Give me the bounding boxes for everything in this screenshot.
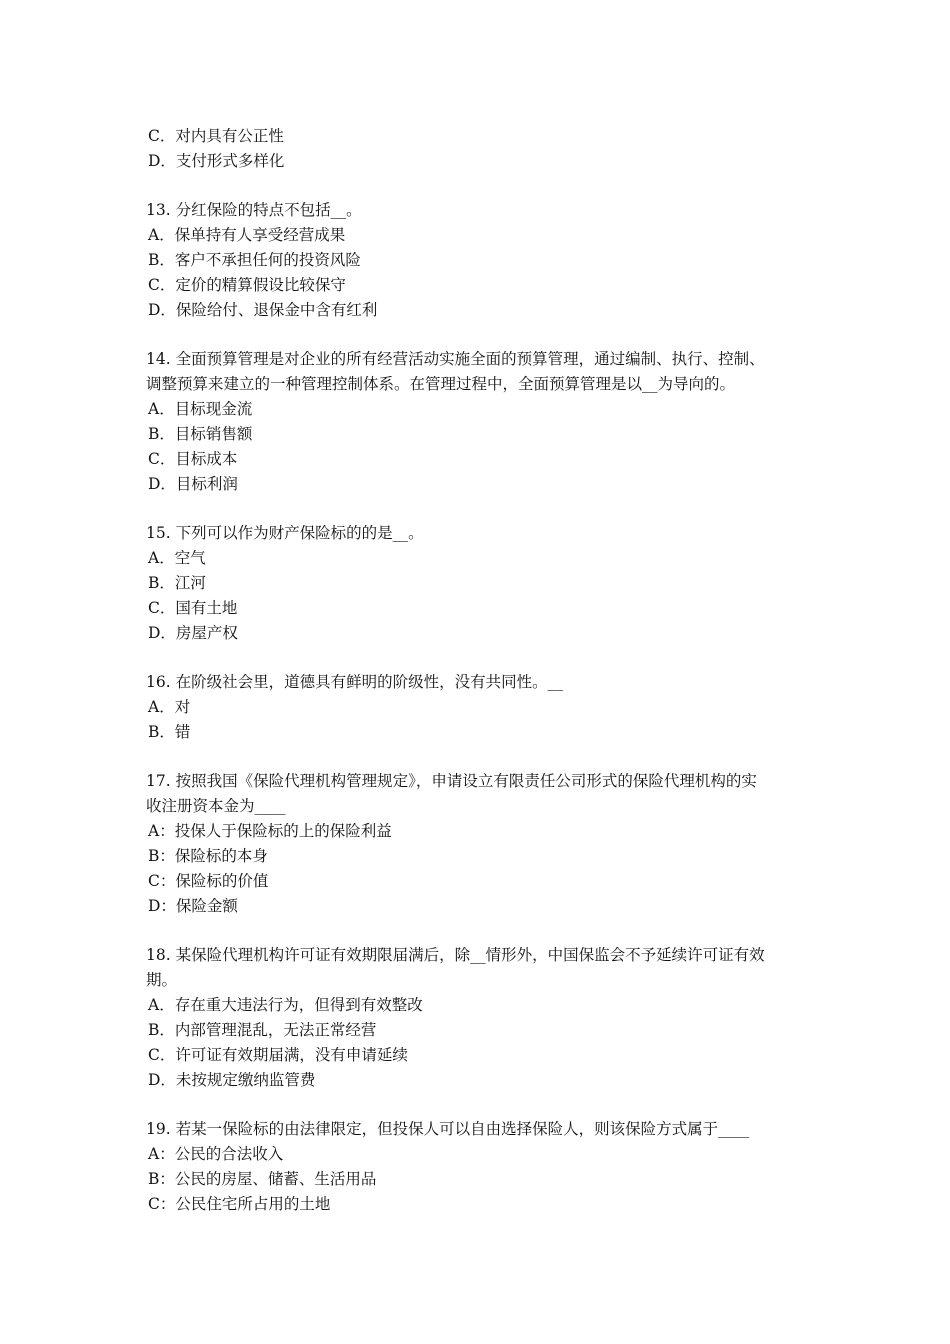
question-text: 15. 下列可以作为财产保险标的的是__。 xyxy=(146,524,424,542)
option-b: B．客户不承担任何的投资风险 xyxy=(148,251,361,269)
option-c: C．许可证有效期届满，没有申请延续 xyxy=(148,1046,408,1064)
question-16 xyxy=(146,670,816,745)
option-d: D．未按规定缴纳监管费 xyxy=(148,1071,316,1089)
spacer xyxy=(146,323,816,347)
option-line: C．对内具有公正性 xyxy=(148,127,284,145)
option-b: B．内部管理混乱，无法正常经营 xyxy=(148,1021,377,1039)
option-c: C：公民住宅所占用的土地 xyxy=(148,1195,331,1213)
question-text-line-1: 18. 某保险代理机构许可证有效期限届满后，除__情形外，中国保监会不予延续许可证有效 xyxy=(146,946,765,964)
question-list xyxy=(146,124,816,1217)
question-text-line-2: 调整预算来建立的一种管理控制体系。在管理过程中，全面预算管理是以__为导向的。 xyxy=(146,375,736,393)
option-b: B．错 xyxy=(148,723,191,741)
spacer xyxy=(146,497,816,521)
option-c: C．目标成本 xyxy=(148,450,238,468)
question-18 xyxy=(146,943,816,1093)
option-line: D．支付形式多样化 xyxy=(148,152,285,170)
spacer xyxy=(146,1093,816,1117)
question-13 xyxy=(146,198,816,323)
spacer xyxy=(146,646,816,670)
option-b: B：公民的房屋、储蓄、生活用品 xyxy=(148,1170,377,1188)
option-a: A．存在重大违法行为，但得到有效整改 xyxy=(148,996,423,1014)
option-a: A．保单持有人享受经营成果 xyxy=(148,226,346,244)
option-d: D．目标利润 xyxy=(148,475,238,493)
option-c: C：保险标的价值 xyxy=(148,872,269,890)
option-d: D：保险金额 xyxy=(148,897,238,915)
question-15 xyxy=(146,521,816,646)
spacer xyxy=(146,745,816,769)
option-c: C．定价的精算假设比较保守 xyxy=(148,276,346,294)
option-a: A．对 xyxy=(148,698,191,716)
question-text: 16. 在阶级社会里，道德具有鲜明的阶级性，没有共同性。__ xyxy=(146,673,564,691)
question-text-line-1: 17. 按照我国《保险代理机构管理规定》，申请设立有限责任公司形式的保险代理机构的实 xyxy=(146,772,757,790)
option-b: B．江河 xyxy=(148,574,206,592)
question-19 xyxy=(146,1117,816,1217)
option-c: C．国有土地 xyxy=(148,599,238,617)
option-a: A：投保人于保险标的上的保险利益 xyxy=(148,822,392,840)
option-a: A：公民的合法收入 xyxy=(148,1145,284,1163)
option-d: D．房屋产权 xyxy=(148,624,238,642)
question-text-line-1: 14. 全面预算管理是对企业的所有经营活动实施全面的预算管理，通过编制、执行、控制、 xyxy=(146,350,765,368)
option-a: A．目标现金流 xyxy=(148,400,253,418)
question-text-line-2: 期。 xyxy=(146,971,178,989)
question-17 xyxy=(146,769,816,919)
option-b: B：保险标的本身 xyxy=(148,847,268,865)
question-text: 19. 若某一保险标的由法律限定，但投保人可以自由选择保险人，则该保险方式属于____ xyxy=(146,1120,750,1138)
question-text: 13. 分红保险的特点不包括__。 xyxy=(146,201,362,219)
spacer xyxy=(146,919,816,943)
option-b: B．目标销售额 xyxy=(148,425,253,443)
option-a: A．空气 xyxy=(148,549,206,567)
question-text-line-2: 收注册资本金为____ xyxy=(146,797,286,815)
option-d: D．保险给付、退保金中含有红利 xyxy=(148,301,378,319)
spacer xyxy=(146,174,816,198)
question-14 xyxy=(146,347,816,497)
